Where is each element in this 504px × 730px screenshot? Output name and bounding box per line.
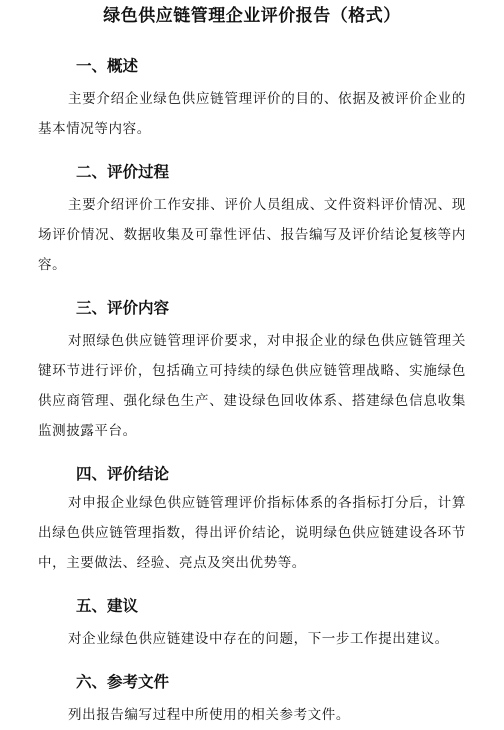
section-body: 对申报企业绿色供应链管理评价指标体系的各指标打分后，计算出绿色供应链管理指数，得出评价结论，说明绿色供应链建设各环节中，主要做法、经验、亮点及突出优势等。 <box>38 495 466 571</box>
section-heading: 三、评价内容 <box>76 299 170 317</box>
section-evaluation-conclusion <box>38 462 466 578</box>
section-evaluation-content <box>38 296 466 446</box>
section-body: 对照绿色供应链管理评价要求，对申报企业的绿色供应链管理关键环节进行评价，包括确立可持续的绿色供应链管理战略、实施绿色供应商管理、强化绿色生产、建设绿色回收体系、搭建绿色信息收集监测披露平台。 <box>38 333 466 439</box>
section-references <box>38 670 466 730</box>
section-heading: 二、评价过程 <box>76 163 170 181</box>
document-title: 绿色供应链管理企业评价报告（格式） <box>103 6 401 26</box>
section-heading: 六、参考文件 <box>76 673 170 691</box>
section-heading: 五、建议 <box>76 597 139 615</box>
section-overview <box>38 54 466 144</box>
section-body: 对企业绿色供应链建设中存在的问题，下一步工作提出建议。 <box>68 631 449 647</box>
section-body: 主要介绍评价工作安排、评价人员组成、文件资料评价情况、现场评价情况、数据收集及可靠性评估、报告编写及评价结论复核等内容。 <box>38 197 466 273</box>
section-body: 主要介绍企业绿色供应链管理评价的目的、依据及被评价企业的基本情况等内容。 <box>38 91 466 137</box>
section-evaluation-process <box>38 160 466 280</box>
section-heading: 一、概述 <box>76 57 139 75</box>
section-body: 列出报告编写过程中所使用的相关参考文件。 <box>68 707 350 723</box>
section-recommendations <box>38 594 466 654</box>
section-heading: 四、评价结论 <box>76 465 170 483</box>
